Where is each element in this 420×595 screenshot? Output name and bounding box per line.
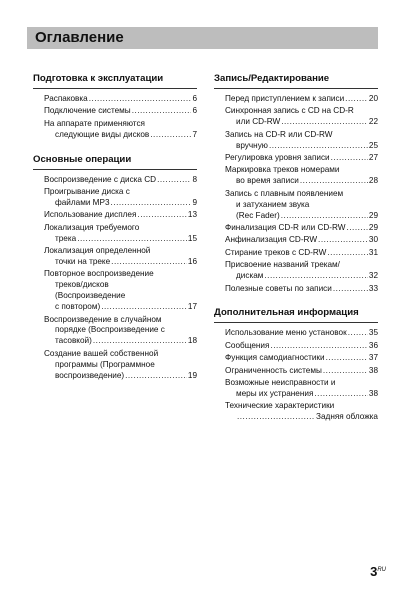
toc-entry[interactable]: [33, 246, 197, 268]
toc-entry[interactable]: [214, 223, 378, 234]
toc-page-ref: 28: [368, 176, 378, 186]
toc-entry-text: или CD-RW: [236, 117, 281, 127]
dot-leader: [314, 389, 367, 400]
dot-leader: [281, 117, 368, 128]
dot-leader: [327, 248, 368, 259]
toc-page-ref: 20: [368, 94, 378, 103]
toc-page-ref: 33: [368, 283, 378, 293]
toc-entry-text: Подключение системы: [44, 106, 131, 116]
toc-entry-line: [214, 141, 378, 152]
dot-leader: [101, 302, 187, 313]
toc-entry-line: [214, 284, 378, 295]
toc-entry-line: [33, 234, 197, 245]
toc-entry[interactable]: [33, 106, 197, 117]
toc-page-ref: 35: [368, 328, 378, 338]
toc-entry-line: [214, 328, 378, 339]
toc-entry-text: треков/дисков: [55, 280, 109, 290]
toc-entry-line: [214, 223, 378, 234]
dot-leader: [348, 328, 368, 339]
toc-entry-text: Воспроизведение в случайном: [44, 314, 162, 324]
toc-entry-line: [33, 94, 197, 105]
toc-page-ref: 6: [192, 94, 197, 103]
toc-entry[interactable]: [33, 223, 197, 245]
toc-section: [214, 304, 378, 423]
toc-entry-line: [214, 366, 378, 377]
toc-page-ref: 38: [368, 388, 378, 398]
toc-entry[interactable]: [214, 378, 378, 400]
page-title: Оглавление: [35, 29, 124, 46]
toc-entry-text: вручную: [236, 140, 268, 150]
toc-entry-line: [33, 210, 197, 221]
toc-page-ref: 9: [192, 197, 197, 207]
toc-entry-text: точки на треке: [55, 256, 111, 266]
toc-entry-text: (Воспроизведение: [55, 291, 126, 301]
dot-leader: [111, 198, 192, 209]
toc-entry-line: [33, 302, 197, 313]
toc-entry-line: [214, 94, 378, 105]
toc-entry-text: Перед приступлением к записи: [225, 94, 345, 103]
toc-entry-line: [214, 248, 378, 259]
toc-entry-text: программы (Программное: [55, 359, 155, 369]
dot-leader: [264, 271, 368, 282]
toc-entry[interactable]: [33, 119, 197, 141]
language-suffix: RU: [377, 567, 386, 573]
toc-entry-text: дискам: [236, 271, 264, 281]
dot-leader: [326, 353, 368, 364]
toc-entry-line: [214, 211, 378, 222]
toc-entry[interactable]: [214, 328, 378, 339]
toc-page-ref: 22: [368, 117, 378, 127]
toc-entry-text: и затуханием звука: [236, 199, 310, 209]
toc-entry[interactable]: [33, 94, 197, 105]
toc-entry[interactable]: [214, 248, 378, 259]
toc-page-ref: 36: [368, 340, 378, 350]
toc-entry-line: [214, 341, 378, 352]
toc-page-ref: 16: [187, 256, 197, 266]
toc-entry[interactable]: [214, 341, 378, 352]
toc-entry-line: [214, 176, 378, 187]
toc-page-ref: 25: [368, 140, 378, 150]
toc-entry-text: во время записи: [236, 176, 299, 186]
toc-page-ref: 31: [368, 247, 378, 257]
toc-page-ref: 37: [368, 353, 378, 363]
dot-leader: [269, 141, 368, 152]
toc-entry-text: Запись на CD-R или CD-RW: [225, 129, 333, 139]
dot-leader: [270, 341, 367, 352]
toc-entry-text: файлами MP3: [55, 197, 110, 207]
toc-entry-line: [214, 117, 378, 128]
toc-entry[interactable]: [33, 315, 197, 348]
toc-entry[interactable]: [33, 269, 197, 313]
toc-entry-text: Финализация CD-R или CD-RW: [225, 222, 346, 232]
toc-page-ref: 29: [368, 210, 378, 220]
toc-entry[interactable]: [214, 189, 378, 222]
toc-entry[interactable]: [214, 94, 378, 105]
toc-entry[interactable]: [214, 401, 378, 423]
toc-entry-text: Локализация требуемого: [44, 222, 140, 232]
toc-entry[interactable]: [214, 153, 378, 164]
toc-entry-line: [214, 235, 378, 246]
toc-entry-text: тасовкой): [55, 336, 92, 346]
toc-entry[interactable]: [33, 175, 197, 186]
toc-entry[interactable]: [33, 210, 197, 221]
section-heading: Основные операции: [33, 151, 197, 170]
toc-entry[interactable]: [214, 260, 378, 282]
toc-entry-text: Полезные советы по записи: [225, 283, 332, 293]
toc-entry-line: [33, 106, 197, 117]
toc-page-ref: 7: [192, 129, 197, 139]
toc-page-ref: 32: [368, 271, 378, 281]
toc-entry[interactable]: [214, 284, 378, 295]
toc-entry-text: Регулировка уровня записи: [225, 153, 330, 163]
dot-leader: [300, 176, 368, 187]
toc-entry-line: [33, 175, 197, 186]
toc-entry[interactable]: [214, 235, 378, 246]
toc-entry[interactable]: [214, 106, 378, 128]
toc-page-ref: 17: [187, 302, 197, 312]
toc-entry-line: [33, 257, 197, 268]
toc-page-ref: 6: [192, 106, 197, 116]
toc-entry-text: Запись с плавным появлением: [225, 188, 344, 198]
toc-entry-text: Повторное воспроизведение: [44, 269, 154, 279]
section-heading: Дополнительная информация: [214, 304, 378, 323]
toc-section: [214, 70, 378, 294]
toc-entry-text: Стирание треков с CD-RW: [225, 247, 327, 257]
dot-leader: [111, 257, 187, 268]
toc-entry[interactable]: [214, 353, 378, 364]
toc-entry-text: Проигрывание диска с: [44, 187, 130, 197]
section-heading: Запись/Редактирование: [214, 70, 378, 89]
toc-page-ref: 30: [368, 235, 378, 245]
toc-entry-text: Маркировка треков номерами: [225, 165, 340, 175]
right-column: [214, 70, 378, 433]
toc-entry[interactable]: [33, 349, 197, 382]
dot-leader: [345, 94, 368, 105]
toc-entry-text: Использование меню установок: [225, 328, 347, 338]
dot-leader: [237, 412, 315, 423]
toc-entry-text: На аппарате применяются: [44, 118, 145, 128]
toc-entry-text: Воспроизведение с диска CD: [44, 174, 157, 184]
dot-leader: [157, 175, 191, 186]
toc-entry-text: Распаковка: [44, 94, 88, 103]
toc-entry-text: порядке (Воспроизведение с: [55, 325, 165, 335]
toc-page-ref: 8: [192, 174, 197, 184]
toc-entry-text: с повтором): [55, 302, 101, 312]
toc-page-ref: 27: [368, 153, 378, 163]
toc-entry[interactable]: [214, 130, 378, 152]
toc-page-ref: 13: [187, 210, 197, 220]
dot-leader: [93, 336, 187, 347]
toc-entry-line: [33, 130, 197, 141]
toc-section: [33, 151, 197, 382]
dot-leader: [331, 153, 368, 164]
toc-entry-text: Анфинализация CD-RW: [225, 235, 318, 245]
toc-entry[interactable]: [214, 366, 378, 377]
dot-leader: [132, 106, 192, 117]
toc-entry-line: [33, 371, 197, 382]
toc-entry-text: Локализация определенной: [44, 246, 151, 256]
toc-entry-text: Синхронная запись с CD на CD-R: [225, 106, 354, 116]
dot-leader: [150, 130, 191, 141]
toc-entry-text: Технические характеристики: [225, 401, 335, 411]
toc-entry[interactable]: [214, 165, 378, 187]
dot-leader: [333, 284, 368, 295]
toc-section: [33, 70, 197, 141]
toc-entry-line: [33, 336, 197, 347]
toc-entry-text: следующие виды дисков: [55, 129, 150, 139]
toc-entry-line: [214, 271, 378, 282]
toc-entry-text: воспроизведение): [55, 370, 125, 380]
toc-entry-line: [214, 389, 378, 400]
toc-title-bar: [27, 27, 378, 49]
toc-entry-text: (Rec Fader): [236, 210, 280, 220]
toc-page-ref: 18: [187, 336, 197, 346]
toc-entry-text: Ограниченность системы: [225, 365, 322, 375]
dot-leader: [137, 210, 186, 221]
toc-entry[interactable]: [33, 187, 197, 209]
toc-page-ref: 38: [368, 365, 378, 375]
dot-leader: [347, 223, 368, 234]
left-column: [33, 70, 197, 391]
toc-entry-line: [214, 353, 378, 364]
toc-entry-text: Функция самодиагностики: [225, 353, 325, 363]
toc-entry-line: [214, 153, 378, 164]
dot-leader: [89, 94, 192, 105]
dot-leader: [318, 235, 368, 246]
dot-leader: [125, 371, 187, 382]
toc-page-ref: 29: [368, 222, 378, 232]
section-heading: Подготовка к эксплуатации: [33, 70, 197, 89]
toc-entry-text: Возможные неисправности и: [225, 378, 336, 388]
toc-entry-text: Присвоение названий трекам/: [225, 260, 340, 270]
dot-leader: [323, 366, 368, 377]
toc-entry-line: [214, 412, 378, 423]
toc-entry-text: меры их устранения: [236, 388, 314, 398]
dot-leader: [281, 211, 368, 222]
toc-entry-text: трека: [55, 233, 77, 243]
dot-leader: [77, 234, 187, 245]
page-number: $3^{RU}$: [370, 564, 386, 579]
toc-entry-line: [33, 198, 197, 209]
toc-entry-text: Создание вашей собственной: [44, 348, 159, 358]
toc-page-ref: 19: [187, 370, 197, 380]
toc-entry-text: Сообщения: [225, 340, 270, 350]
toc-entry-text: Использование дисплея: [44, 210, 137, 220]
toc-page-ref: Задняя обложка: [316, 412, 378, 422]
toc-page-ref: 15: [187, 233, 197, 243]
